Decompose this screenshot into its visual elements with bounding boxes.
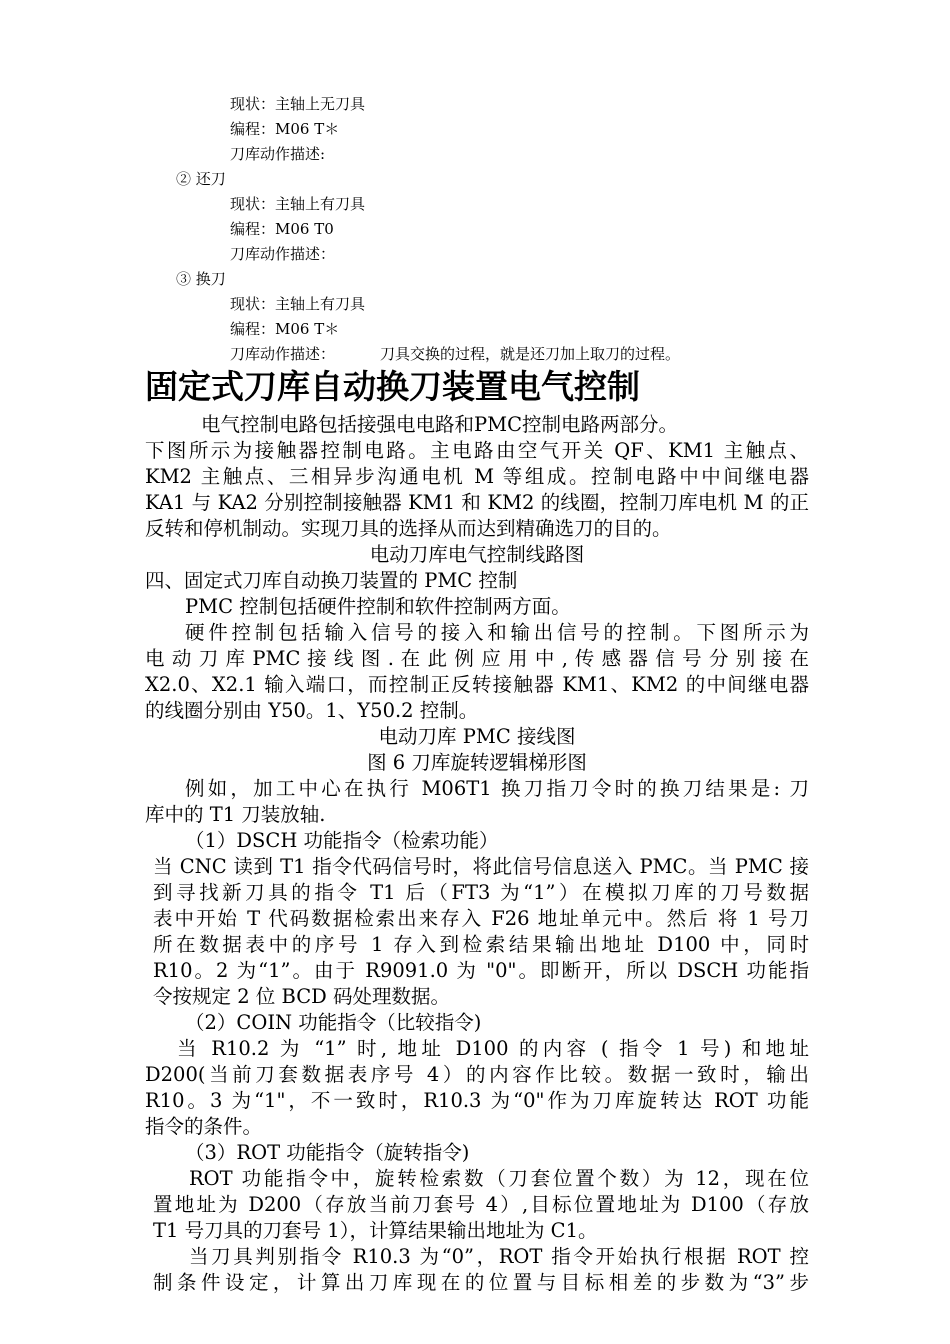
paragraph-line: 指令的条件。 bbox=[145, 1115, 263, 1138]
magazine-action-label: 刀库动作描述： bbox=[230, 245, 336, 263]
instruction-heading: （2）COIN 功能指令（比较指令) bbox=[185, 1011, 482, 1034]
figure-caption: 图 6 刀库旋转逻辑梯形图 bbox=[367, 751, 587, 774]
instruction-heading: （1）DSCH 功能指令（检索功能） bbox=[185, 829, 499, 852]
paragraph-line: 当刀具判别指令 R10.3 为“0”，ROT 指令开始执行根据 ROT 控 bbox=[189, 1245, 809, 1268]
magazine-action-label: 刀库动作描述： bbox=[230, 345, 336, 363]
program-m06-t: 编程：M06 T＊ bbox=[230, 120, 340, 138]
paragraph-line: X2.0、X2.1 输入端口，而控制正反转接触器 KM1、KM2 的中间继电器 bbox=[145, 673, 809, 696]
paragraph-line: KA1 与 KA2 分别控制接触器 KM1 和 KM2 的线圈，控制刀库电机 M 的正 bbox=[145, 491, 809, 514]
paragraph-line: 当 CNC 读到 T1 指令代码信号时，将此信号信息送入 PMC。当 PMC 接 bbox=[153, 855, 809, 878]
section-heading: 固定式刀库自动换刀装置电气控制 bbox=[145, 367, 640, 406]
figure-caption: 电动刀库 PMC 接线图 bbox=[378, 725, 576, 748]
paragraph-line: R10。2 为“1”。由于 R9091.0 为 "0"。即断开，所以 DSCH 功能指 bbox=[153, 959, 809, 982]
paragraph-line: ROT 功能指令中，旋转检索数（刀套位置个数）为 12，现在位 bbox=[189, 1167, 809, 1190]
status-has-tool: 现状：主轴上有刀具 bbox=[230, 195, 366, 213]
paragraph-line: 电气控制电路包括接强电电路和PMC控制电路两部分。 bbox=[201, 413, 679, 436]
paragraph-line: 制条件设定，计算出刀库现在的位置与目标相差的步数为“3”步 bbox=[153, 1271, 809, 1294]
program-m06-t: 编程：M06 T＊ bbox=[230, 320, 340, 338]
figure-caption: 电动刀库电气控制线路图 bbox=[369, 543, 585, 566]
item-return-tool: ② 还刀 bbox=[176, 170, 226, 188]
paragraph-line: 硬件控制包括输入信号的接入和输出信号的控制。下图所示为 bbox=[185, 621, 809, 644]
paragraph-line: 当 R10.2 为 “1” 时, 地址 D100 的内容 ( 指令 1 号) 和地址 bbox=[177, 1037, 809, 1060]
section-subheading: 四、固定式刀库自动换刀装置的 PMC 控制 bbox=[145, 569, 518, 592]
paragraph-line: 电 动 刀 库 PMC 接 线 图 . 在 此 例 应 用 中 , 传 感 器 信 号 分 别 接 在 bbox=[145, 647, 809, 670]
magazine-action-description: 刀具交换的过程，就是还刀加上取刀的过程。 bbox=[380, 345, 681, 363]
item-change-tool: ③ 换刀 bbox=[176, 270, 226, 288]
program-m06-t0: 编程：M06 T0 bbox=[230, 220, 334, 238]
paragraph-line: D200(当前刀套数据表序号 4）的内容作比较。数据一致时，输出 bbox=[145, 1063, 809, 1086]
paragraph-line: 置地址为 D200（存放当前刀套号 4）,目标位置地址为 D100（存放 bbox=[153, 1193, 809, 1216]
status-no-tool: 现状：主轴上无刀具 bbox=[230, 95, 366, 113]
paragraph-line: 库中的 T1 刀装放轴. bbox=[145, 803, 326, 826]
paragraph-line: KM2 主触点、三相异步沟通电机 M 等组成。控制电路中中间继电器 bbox=[145, 465, 809, 488]
paragraph-line: T1 号刀具的刀套号 1），计算结果输出地址为 C1。 bbox=[153, 1219, 598, 1242]
paragraph-line: 到寻找新刀具的指令 T1 后（FT3 为“1”）在模拟刀库的刀号数据 bbox=[153, 881, 809, 904]
paragraph-line: 令按规定 2 位 BCD 码处理数据。 bbox=[153, 985, 450, 1008]
paragraph-line: 所在数据表中的序号 1 存入到检索结果输出地址 D100 中，同时 bbox=[153, 933, 809, 956]
paragraph-line: 下图所示为接触器控制电路。主电路由空气开关 QF、KM1 主触点、 bbox=[145, 439, 809, 462]
paragraph-line: R10。3 为“1"，不一致时，R10.3 为“0"作为刀库旋转达 ROT 功能 bbox=[145, 1089, 809, 1112]
paragraph-line: 表中开始 T 代码数据检索出来存入 F26 地址单元中。然后 将 1 号刀 bbox=[153, 907, 809, 930]
paragraph-line: 例如，加工中心在执行 M06T1 换刀指刀令时的换刀结果是: 刀 bbox=[185, 777, 809, 800]
paragraph-line: 反转和停机制动。实现刀具的选择从而达到精确选刀的目的。 bbox=[145, 517, 672, 540]
status-has-tool: 现状：主轴上有刀具 bbox=[230, 295, 366, 313]
magazine-action-label: 刀库动作描述: bbox=[230, 145, 326, 163]
paragraph-line: 的线圈分别由 Y50。1、Y50.2 控制。 bbox=[145, 699, 479, 722]
paragraph-line: PMC 控制包括硬件控制和软件控制两方面。 bbox=[185, 595, 571, 618]
instruction-heading: （3）ROT 功能指令（旋转指令) bbox=[185, 1141, 470, 1164]
